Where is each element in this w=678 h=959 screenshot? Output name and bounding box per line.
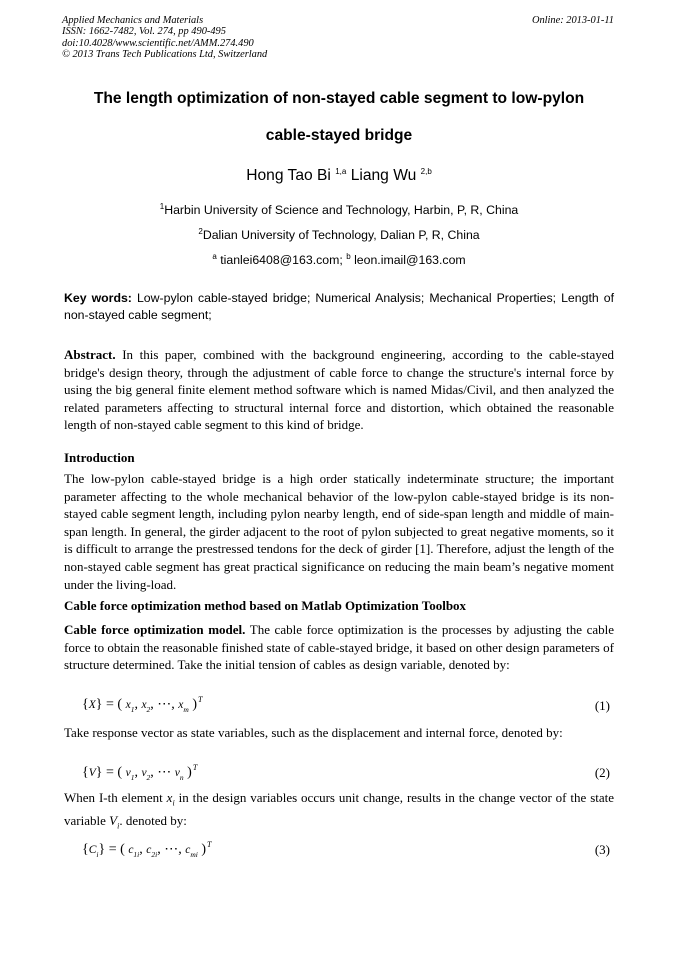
journal-header (62, 15, 267, 61)
affiliation-1 (0, 203, 678, 217)
email-sup: a (212, 251, 217, 261)
eq-dots: ⋯ (164, 842, 179, 857)
eq-term: v (174, 767, 180, 779)
eq-transpose: T (207, 840, 212, 850)
eq-term: v (125, 767, 131, 779)
eq-transpose: T (192, 763, 198, 773)
affil-text: Dalian University of Technology, Dalian P, R, China (202, 228, 480, 242)
equation-3-number: (3) (594, 842, 610, 857)
equation-3: $\{C_i\}$ = ( $c_{1i}$, $c_{2i}$, ⋯, $c_{mi}$ )$^T$ (82, 840, 212, 859)
email-a[interactable]: tianlei6408@163.com; (220, 253, 343, 267)
section-heading: Cable force optimization method based on Matlab Optimization Toolbox (64, 598, 467, 613)
model-text: The cable force optimization is the processes by adjusting the cable force to obtain the reasonable finished state of cable-stayed bridge, it based on other design parameters of structure determined. Take the initial tension of cables as design variable, denoted by: (64, 622, 614, 673)
abstract-label: Abstract. (64, 347, 116, 362)
var-x: x (166, 790, 173, 805)
author-name: Liang Wu (350, 167, 417, 184)
author-list (0, 167, 678, 185)
eq-dots: ⋯ (157, 697, 172, 712)
online-date: Online: 2013-01-11 (531, 15, 614, 26)
eq-sub: mi (190, 849, 198, 859)
introduction-paragraph: The low-pylon cable-stayed bridge is a high order statically indeterminate structure; the important parameter affecting to the whole mechanical behavior of the low-pylon cable-stayed bridge is its non-stayed cable segment length, including pylon nearby length, end of side-span length and middle of main-span length. In general, the girder adjacent to the root of pylon subjected to great negative moments, so it is difficult to arrange the prestressed tendons for the deck of girder [1]. Therefore, adjust the length of the non-stayed cable segment has great practical significance on reducing the main beam’s negative moment under the living-load. (64, 471, 614, 592)
eq-lhs: X (88, 699, 96, 711)
equation-2: {V} = ( $v_1$, $v_2$, ⋯ $v_n$ )$^T$ (82, 763, 198, 782)
eq-lhs: C (88, 844, 97, 856)
equation-1: {X} = ( $x_1$, $x_2$, ⋯, $x_m$ )$^T$ (82, 695, 203, 714)
equation-2-number: (2) (594, 765, 610, 780)
eq-sub: n (179, 772, 184, 782)
change-text: in the design variables occurs unit change, results in the change vector of the state variable (64, 790, 615, 829)
change-paragraph (64, 789, 614, 835)
paper-title-line-1: The length optimization of non-stayed cable segment to low-pylon (93, 90, 585, 107)
eq-term: x (125, 699, 131, 711)
eq-sub: 1 (130, 704, 135, 714)
eq-term: v (141, 767, 147, 779)
eq-term: c (185, 844, 191, 856)
eq-term: c (128, 844, 134, 856)
author-emails (0, 253, 678, 267)
equation-1-number: (1) (594, 698, 610, 713)
author-affil-sup: 2,b (420, 166, 432, 176)
doi-line: doi:10.4028/www.scientific.net/AMM.274.490 (62, 37, 254, 49)
introduction-heading: Introduction (64, 450, 135, 465)
eq-sub: 1i (133, 849, 140, 859)
eq-sub: 1 (130, 772, 135, 782)
email-sup: b (346, 251, 351, 261)
affil-sup: 1 (159, 201, 165, 211)
affiliation-2 (0, 228, 678, 242)
eq-sub: 2i (151, 849, 158, 859)
model-label: Cable force optimization model. (64, 622, 246, 637)
eq-sub: i (96, 849, 99, 859)
affil-text: Harbin University of Science and Technology, Harbin, P, R, China (164, 203, 519, 217)
author-affil-sup: 1,a (335, 166, 347, 176)
keywords-text: Low-pylon cable-stayed bridge; Numerical Analysis; Mechanical Properties; Length of non-stayed cable segment; (64, 291, 614, 322)
journal-name: Applied Mechanics and Materials (62, 15, 204, 26)
issn-line: ISSN: 1662-7482, Vol. 274, pp 490-495 (62, 26, 226, 38)
author-name: Hong Tao Bi (246, 167, 331, 184)
eq-sub: 2 (146, 704, 151, 714)
eq-lhs: V (88, 767, 96, 779)
eq-term: x (178, 699, 184, 711)
eq-dots: ⋯ (157, 765, 172, 780)
abstract-paragraph (64, 346, 614, 434)
keywords-block (64, 290, 614, 324)
change-text: . denoted by: (119, 813, 187, 829)
eq-term: c (146, 844, 152, 856)
change-text: When I-th element (64, 790, 163, 805)
eq-transpose: T (198, 695, 203, 705)
affil-sup: 2 (198, 226, 203, 236)
var-v: V (109, 813, 118, 829)
eq-sub: m (183, 704, 189, 714)
copyright-line: © 2013 Trans Tech Publications Ltd, Switzerland (62, 49, 268, 61)
eq-sub: 2 (146, 772, 151, 782)
state-paragraph: Take response vector as state variables, such as the displacement and internal force, denoted by: (64, 725, 563, 740)
model-paragraph (64, 621, 614, 674)
keywords-label: Key words: (64, 291, 132, 305)
var-v-sub: i (117, 821, 120, 831)
var-x-sub: i (172, 798, 175, 808)
abstract-text: In this paper, combined with the background engineering, according to the cable-stayed bridge's design theory, through the adjustment of cable force to change the structure's internal force by using the big general finite element method software which is named Midas/Civil, and then analyzed the related parameters affecting to structural internal force and distortion, which obtained the reasonable length of non-stayed cable segment to this kind of bridge. (64, 347, 615, 433)
eq-term: x (141, 699, 147, 711)
email-b[interactable]: leon.imail@163.com (354, 253, 466, 267)
paper-title-line-2: cable-stayed bridge (265, 127, 413, 144)
